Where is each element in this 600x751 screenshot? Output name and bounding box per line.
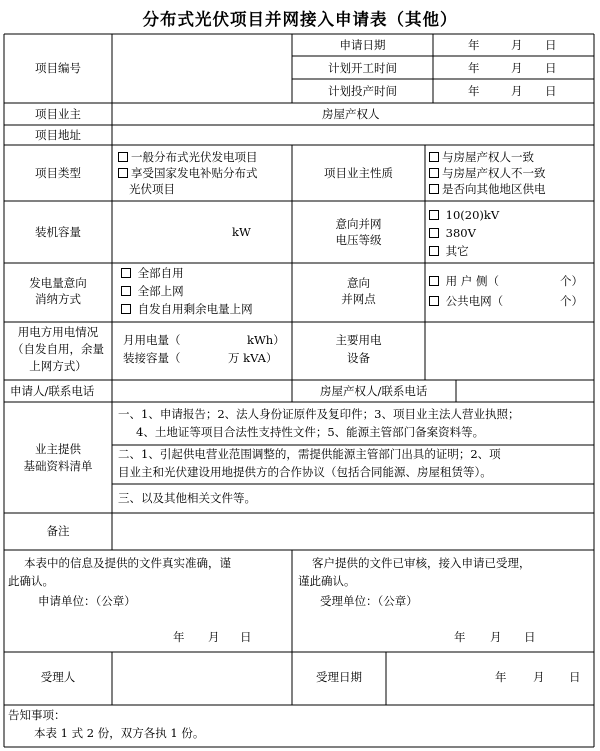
materials-item-2-line-2: 目业主和光伏建设用地提供方的合作协议（包括合同能源、房屋租赁等）。 — [118, 465, 492, 479]
label-owner-nature: 项目业主性质 — [324, 166, 393, 180]
voltage-option-1[interactable] — [429, 208, 499, 223]
day-label: 日 — [545, 61, 557, 75]
voltage-option-3[interactable] — [429, 244, 469, 259]
grid-point-unit: 个） — [560, 294, 583, 308]
label-property-owner: 房屋产权人 — [322, 107, 380, 121]
label-grid-point-1: 意向 — [347, 276, 370, 290]
apply-date-field[interactable] — [434, 35, 593, 55]
option-label: 与房屋产权人一致 — [442, 150, 534, 164]
installed-capacity-unit: 万 kVA） — [228, 351, 278, 365]
option-label: 380V — [445, 226, 476, 240]
label-voltage-1: 意向并网 — [335, 217, 382, 231]
owner-nature-option-1[interactable] — [429, 150, 534, 165]
property-contact-input[interactable] — [457, 381, 593, 401]
monthly-usage-input[interactable] — [196, 331, 246, 347]
month-label: 月 — [533, 670, 545, 684]
checkbox-icon — [121, 286, 131, 296]
checkbox-icon — [429, 246, 439, 256]
monthly-usage-unit: kWh） — [247, 333, 285, 347]
option-label: 享受国家发电补贴分布式 — [131, 166, 258, 180]
label-project-type: 项目类型 — [35, 166, 81, 180]
label-consumption-1: 发电量意向 — [29, 276, 87, 290]
label-consumption-2: 消纳方式 — [35, 292, 81, 306]
input-property-owner[interactable] — [400, 104, 593, 124]
label-receive-date: 受理日期 — [316, 670, 362, 684]
installed-capacity-label: 装接容量（ — [123, 351, 181, 365]
label-power-use-3: 上网方式） — [29, 359, 87, 373]
applicant-contact-input[interactable] — [113, 381, 291, 401]
label-voltage-2: 电压等级 — [335, 233, 382, 247]
checkbox-icon — [429, 276, 439, 286]
applicant-date[interactable] — [150, 628, 280, 646]
declaration-left-line-1: 本表中的信息及提供的文件真实准确，谨 — [24, 556, 231, 570]
month-label: 月 — [511, 61, 523, 75]
owner-nature-option-3[interactable] — [429, 182, 546, 197]
label-materials-2: 基础资料清单 — [23, 459, 93, 473]
checkbox-icon — [429, 228, 439, 238]
owner-nature-option-2[interactable] — [429, 166, 546, 181]
checkbox-icon — [121, 268, 131, 278]
option-label: 用 户 侧（ — [445, 274, 499, 288]
year-label: 年 — [495, 670, 507, 684]
year-label: 年 — [468, 61, 480, 75]
checkbox-icon — [429, 168, 439, 178]
project-type-option-2-cont: 光伏项目 — [129, 182, 175, 196]
day-label: 日 — [545, 38, 557, 52]
declaration-left-line-2: 此确认。 — [8, 574, 54, 588]
option-label: 是否向其他地区供电 — [442, 182, 546, 196]
form-title: 分布式光伏项目并网接入申请表（其他） — [142, 10, 458, 29]
capacity-unit: kW — [232, 225, 251, 239]
checkbox-icon — [118, 168, 128, 178]
day-label: 日 — [240, 630, 252, 644]
option-label: 全部上网 — [137, 284, 184, 298]
option-label: 10(20)kV — [445, 208, 500, 222]
plan-operation-field[interactable] — [434, 80, 593, 102]
materials-item-2-line-1: 二、1、引起供电营业范围调整的，需提供能源主管部门出具的证明；2、项 — [118, 447, 501, 461]
day-label: 日 — [524, 630, 536, 644]
checkbox-icon — [429, 210, 439, 220]
input-capacity[interactable] — [113, 202, 291, 262]
declaration-right-line-1: 客户提供的文件已审核，接入申请已受理， — [312, 556, 531, 570]
plan-start-field[interactable] — [434, 57, 593, 78]
checkbox-icon — [118, 152, 128, 162]
label-property-contact: 房屋产权人/联系电话 — [320, 384, 428, 398]
label-receiver: 受理人 — [40, 670, 76, 684]
checkbox-icon — [429, 184, 439, 194]
checkbox-icon — [429, 296, 439, 306]
materials-item-1-line-2: 4、土地证等项目合法性支持性文件；5、能源主管部门备案资料等。 — [136, 425, 485, 439]
checkbox-icon — [121, 304, 131, 314]
project-type-option-2[interactable] — [118, 166, 258, 181]
notice-heading: 告知事项： — [8, 708, 66, 722]
label-materials-1: 业主提供 — [35, 442, 81, 456]
grid-point-option-user[interactable] — [429, 274, 499, 289]
label-power-use-1: 用电方用电情况 — [17, 325, 99, 339]
label-apply-date: 申请日期 — [339, 38, 386, 52]
day-label: 日 — [569, 670, 581, 684]
label-main-equipment-1: 主要用电 — [335, 333, 382, 347]
installed-capacity-input[interactable] — [196, 349, 226, 365]
consumption-option-2[interactable] — [121, 284, 184, 299]
materials-item-1-line-1: 一、1、申请报告；2、法人身份证原件及复印件；3、项目业主法人营业执照； — [118, 407, 520, 421]
label-plan-operation: 计划投产时间 — [328, 84, 397, 98]
option-label: 与房屋产权人不一致 — [442, 166, 546, 180]
label-grid-point-2: 并网点 — [341, 292, 376, 306]
month-label: 月 — [490, 630, 502, 644]
option-label: 全部自用 — [137, 266, 184, 280]
receive-date-field[interactable] — [387, 653, 593, 704]
year-label: 年 — [454, 630, 466, 644]
day-label: 日 — [545, 84, 557, 98]
declaration-right-line-2: 谨此确认。 — [298, 574, 356, 588]
year-label: 年 — [468, 84, 480, 98]
consumption-option-3[interactable] — [121, 302, 253, 317]
checkbox-icon — [429, 152, 439, 162]
grid-point-unit: 个） — [560, 274, 583, 288]
label-address: 项目地址 — [35, 128, 81, 142]
label-remarks: 备注 — [46, 524, 70, 538]
receiver-input[interactable] — [113, 653, 291, 704]
month-label: 月 — [208, 630, 220, 644]
year-label: 年 — [173, 630, 185, 644]
materials-item-3: 三、以及其他相关文件等。 — [118, 491, 256, 505]
label-power-use-2: （自发自用，余量 — [12, 342, 104, 356]
main-equipment-input[interactable] — [426, 323, 593, 379]
label-capacity: 装机容量 — [35, 225, 81, 239]
label-main-equipment-2: 设备 — [347, 351, 370, 365]
year-label: 年 — [468, 38, 480, 52]
month-label: 月 — [511, 84, 523, 98]
input-owner[interactable] — [113, 104, 313, 124]
receiver-unit-date[interactable] — [440, 628, 580, 646]
consumption-option-1[interactable] — [121, 266, 184, 281]
monthly-usage-label: 月用电量（ — [123, 333, 181, 347]
project-type-option-1[interactable] — [118, 150, 258, 165]
option-label: 自发自用剩余电量上网 — [137, 302, 253, 316]
option-label: 一般分布式光伏发电项目 — [131, 150, 258, 164]
label-applicant-contact: 申请人/联系电话 — [10, 384, 95, 398]
label-project-no: 项目编号 — [35, 61, 81, 75]
remarks-input[interactable] — [113, 514, 593, 549]
grid-point-option-public[interactable] — [429, 294, 503, 309]
voltage-option-2[interactable] — [429, 226, 476, 241]
option-label: 其它 — [445, 244, 469, 258]
declaration-right-seal: 受理单位：（公章） — [320, 594, 418, 608]
option-label: 公共电网（ — [445, 294, 504, 308]
notice-content: 本表 1 式 2 份，双方各执 1 份。 — [34, 726, 205, 740]
label-plan-start: 计划开工时间 — [328, 61, 397, 75]
declaration-left-seal: 申请单位：（公章） — [38, 594, 136, 608]
label-owner: 项目业主 — [35, 107, 81, 121]
input-project-no[interactable] — [113, 35, 291, 102]
month-label: 月 — [511, 38, 523, 52]
input-address[interactable] — [113, 126, 593, 144]
